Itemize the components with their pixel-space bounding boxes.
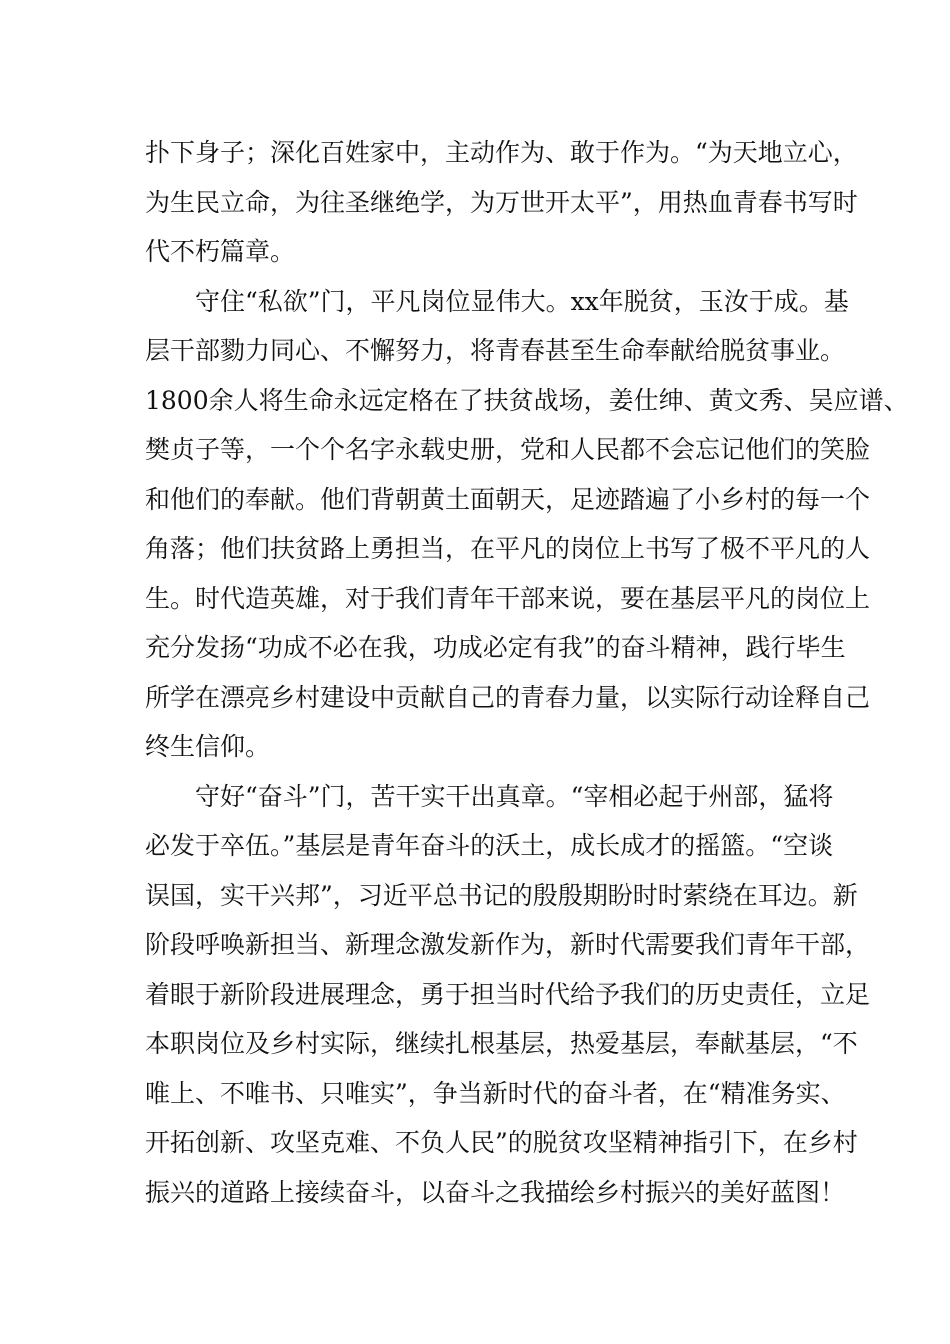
paragraph-2-line-9: 所学在漂亮乡村建设中贡献自己的青春力量，以实际行动诠释自己 (145, 682, 871, 712)
paragraph-2-line-7: 生。时代造英雄，对于我们青年干部来说，要在基层平凡的岗位上 (145, 583, 871, 613)
paragraph-2-line-8: 充分发扬“功成不必在我，功成必定有我”的奋斗精神，践行毕生 (145, 633, 846, 662)
paragraph-2-line-1: 守住“私欲”门，平凡岗位显伟大。xx年脱贫，玉汝于成。基 (195, 286, 849, 316)
paragraph-3-line-2: 必发于卒伍。”基层是青年奋斗的沃土，成长成才的摇篮。“空谈 (145, 831, 834, 860)
paragraph-3-line-9: 振兴的道路上接续奋斗，以奋斗之我描绘乡村振兴的美好蓝图！ (145, 1177, 846, 1207)
paragraph-2-line-3: 1800余人将生命永远定格在了扶贫战场，姜仕绅、黄文秀、吴应谱、 (145, 385, 909, 415)
paragraph-3-line-3: 误国，实干兴邦”，习近平总书记的殷殷期盼时时萦绕在耳边。新 (145, 880, 858, 910)
paragraph-2-line-10: 终生信仰。 (145, 732, 271, 761)
paragraph-1-line-2: 为生民立命，为往圣继绝学，为万世开太平”，用热血青春书写时 (145, 187, 858, 217)
paragraph-1-line-3: 代不朽篇章。 (145, 237, 296, 266)
paragraph-3-line-6: 本职岗位及乡村实际，继续扎根基层，热爱基层，奉献基层，“不 (145, 1029, 858, 1058)
paragraph-3-line-7: 唯上、不唯书、只唯实”，争当新时代的奋斗者，在“精准务实、 (145, 1078, 846, 1108)
document-body (145, 128, 909, 1217)
paragraph-2-line-6: 角落；他们扶贫路上勇担当，在平凡的岗位上书写了极不平凡的人 (145, 534, 871, 563)
paragraph-3-line-8: 开拓创新、攻坚克难、不负人民”的脱贫攻坚精神指引下，在乡村 (145, 1128, 858, 1157)
paragraph-2-line-4: 樊贞子等，一个个名字永载史册，党和人民都不会忘记他们的笑脸 (145, 435, 871, 464)
paragraph-2-line-2: 层干部勠力同心、不懈努力，将青春甚至生命奉献给脱贫事业。 (145, 336, 846, 365)
paragraph-3-line-4: 阶段呼唤新担当、新理念激发新作为，新时代需要我们青年干部， (145, 930, 871, 959)
paragraph-1-line-1: 扑下身子；深化百姓家中，主动作为、敢于作为。“为天地立心， (145, 138, 858, 167)
paragraph-2-line-5: 和他们的奉献。他们背朝黄土面朝天，足迹踏遍了小乡村的每一个 (145, 484, 871, 514)
paragraph-3-line-1: 守好“奋斗”门，苦干实干出真章。“宰相必起于州部，猛将 (195, 781, 834, 811)
paragraph-3-line-5: 着眼于新阶段进展理念，勇于担当时代给予我们的历史责任，立足 (145, 979, 871, 1009)
